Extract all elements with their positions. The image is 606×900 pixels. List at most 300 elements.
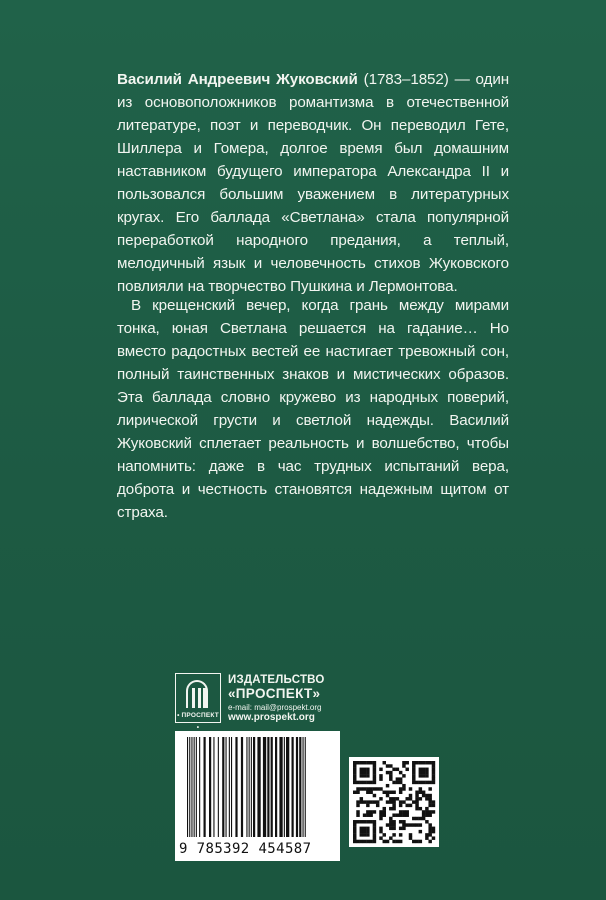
qr-cell xyxy=(425,807,428,810)
qr-cell xyxy=(389,774,392,777)
qr-cell xyxy=(386,764,389,767)
qr-cell xyxy=(386,771,389,774)
author-bio xyxy=(117,68,509,298)
qr-cell xyxy=(399,787,402,790)
barcode-bar xyxy=(263,737,266,837)
qr-finder-cell xyxy=(360,833,363,836)
qr-finder-cell xyxy=(366,830,369,833)
qr-cell xyxy=(419,840,422,843)
qr-finder-cell xyxy=(432,774,435,777)
qr-finder-cell xyxy=(422,768,425,771)
qr-finder-cell xyxy=(363,761,366,764)
qr-cell xyxy=(389,800,392,803)
qr-cell xyxy=(419,791,422,794)
qr-finder-cell xyxy=(363,830,366,833)
qr-finder-cell xyxy=(412,781,415,784)
qr-cell xyxy=(428,800,431,803)
qr-cell xyxy=(356,800,359,803)
qr-finder-cell xyxy=(360,820,363,823)
qr-finder-cell xyxy=(432,768,435,771)
qr-cell xyxy=(396,813,399,816)
qr-cell xyxy=(386,840,389,843)
barcode-bar xyxy=(235,737,237,837)
qr-finder-cell xyxy=(363,820,366,823)
qr-cell xyxy=(422,817,425,820)
qr-cell xyxy=(396,797,399,800)
qr-cell xyxy=(399,800,402,803)
qr-cell xyxy=(383,840,386,843)
qr-cell xyxy=(399,810,402,813)
qr-finder-cell xyxy=(422,761,425,764)
qr-cell xyxy=(399,781,402,784)
qr-finder-cell xyxy=(373,777,376,780)
qr-finder-cell xyxy=(363,768,366,771)
qr-cell xyxy=(386,791,389,794)
qr-cell xyxy=(373,800,376,803)
qr-finder-cell xyxy=(360,768,363,771)
qr-finder-cell xyxy=(373,836,376,839)
qr-finder-cell xyxy=(428,761,431,764)
qr-code xyxy=(349,757,439,847)
qr-finder-cell xyxy=(369,781,372,784)
qr-cell xyxy=(383,810,386,813)
qr-cell xyxy=(392,827,395,830)
qr-cell xyxy=(412,817,415,820)
qr-cell xyxy=(379,817,382,820)
qr-finder-cell xyxy=(353,823,356,826)
qr-cell xyxy=(389,817,392,820)
qr-finder-cell xyxy=(373,823,376,826)
publisher-website: www.prospekt.org xyxy=(228,712,315,723)
qr-cell xyxy=(405,823,408,826)
qr-cell xyxy=(419,823,422,826)
qr-cell xyxy=(425,810,428,813)
qr-cell xyxy=(386,784,389,787)
qr-cell xyxy=(356,787,359,790)
qr-cell xyxy=(386,794,389,797)
qr-cell xyxy=(409,804,412,807)
qr-finder-cell xyxy=(366,833,369,836)
qr-cell xyxy=(399,777,402,780)
qr-finder-cell xyxy=(412,774,415,777)
qr-cell xyxy=(379,810,382,813)
qr-cell xyxy=(422,791,425,794)
qr-finder-cell xyxy=(353,820,356,823)
qr-finder-cell xyxy=(356,820,359,823)
qr-cell xyxy=(369,800,372,803)
publisher-logo-caption: • ПРОСПЕКТ • xyxy=(177,712,219,731)
barcode-bar xyxy=(222,737,224,837)
qr-finder-cell xyxy=(373,764,376,767)
qr-finder-cell xyxy=(432,761,435,764)
barcode-bar xyxy=(249,737,250,837)
qr-cell xyxy=(432,810,435,813)
qr-cell xyxy=(379,774,382,777)
qr-finder-cell xyxy=(369,761,372,764)
qr-cell xyxy=(399,771,402,774)
qr-cell xyxy=(373,787,376,790)
qr-cell xyxy=(428,794,431,797)
qr-finder-cell xyxy=(419,771,422,774)
qr-finder-cell xyxy=(360,840,363,843)
barcode-bar xyxy=(218,737,219,837)
qr-finder-cell xyxy=(353,827,356,830)
qr-cell xyxy=(409,797,412,800)
qr-cell xyxy=(428,810,431,813)
qr-finder-cell xyxy=(353,840,356,843)
qr-cell xyxy=(419,807,422,810)
barcode-bar xyxy=(275,737,277,837)
qr-finder-cell xyxy=(373,761,376,764)
barcode-bar xyxy=(199,737,200,837)
qr-cell xyxy=(405,768,408,771)
qr-finder-cell xyxy=(366,840,369,843)
qr-finder-cell xyxy=(425,781,428,784)
qr-cell xyxy=(415,840,418,843)
qr-cell xyxy=(386,800,389,803)
qr-cell xyxy=(369,813,372,816)
qr-cell xyxy=(432,827,435,830)
qr-cell xyxy=(428,804,431,807)
qr-finder-cell xyxy=(360,774,363,777)
qr-cell xyxy=(402,823,405,826)
qr-finder-cell xyxy=(432,777,435,780)
qr-cell xyxy=(392,807,395,810)
qr-finder-cell xyxy=(363,827,366,830)
barcode-bar xyxy=(196,737,197,837)
qr-cell xyxy=(366,804,369,807)
barcode-bar xyxy=(284,737,285,837)
qr-finder-cell xyxy=(353,768,356,771)
barcode-bar xyxy=(204,737,206,837)
qr-cell xyxy=(379,813,382,816)
qr-cell xyxy=(396,781,399,784)
qr-finder-cell xyxy=(425,761,428,764)
qr-finder-cell xyxy=(356,840,359,843)
qr-cell xyxy=(432,836,435,839)
qr-cell xyxy=(379,827,382,830)
barcode-bar xyxy=(246,737,247,837)
qr-cell xyxy=(419,787,422,790)
qr-cell xyxy=(409,836,412,839)
qr-finder-cell xyxy=(412,764,415,767)
qr-finder-cell xyxy=(425,771,428,774)
qr-cell xyxy=(425,797,428,800)
qr-cell xyxy=(432,830,435,833)
barcode-bar xyxy=(305,737,306,837)
qr-finder-cell xyxy=(432,781,435,784)
qr-finder-cell xyxy=(422,774,425,777)
qr-cell xyxy=(415,807,418,810)
barcode-bar xyxy=(257,737,260,837)
qr-cell xyxy=(392,781,395,784)
qr-finder-cell xyxy=(422,771,425,774)
qr-cell xyxy=(356,804,359,807)
qr-finder-cell xyxy=(366,761,369,764)
qr-cell xyxy=(366,791,369,794)
qr-cell xyxy=(422,813,425,816)
qr-finder-cell xyxy=(353,764,356,767)
qr-cell xyxy=(409,823,412,826)
isbn-digits: 9 785392 454587 xyxy=(179,841,312,857)
qr-cell xyxy=(428,840,431,843)
qr-cell xyxy=(379,787,382,790)
qr-cell xyxy=(409,794,412,797)
qr-cell xyxy=(396,777,399,780)
qr-finder-cell xyxy=(360,771,363,774)
qr-cell xyxy=(428,833,431,836)
qr-cell xyxy=(366,810,369,813)
qr-cell xyxy=(379,777,382,780)
qr-cell xyxy=(428,787,431,790)
qr-finder-cell xyxy=(419,774,422,777)
qr-cell xyxy=(376,804,379,807)
qr-cell xyxy=(402,774,405,777)
qr-cell xyxy=(402,810,405,813)
qr-cell xyxy=(392,797,395,800)
qr-finder-cell xyxy=(366,781,369,784)
publisher-name: «ПРОСПЕКТ» xyxy=(228,686,321,701)
barcode-bar xyxy=(286,737,289,837)
qr-finder-cell xyxy=(373,833,376,836)
barcode-bar xyxy=(251,737,252,837)
qr-cell xyxy=(389,771,392,774)
barcode-bar xyxy=(279,737,282,837)
qr-cell xyxy=(356,810,359,813)
qr-cell xyxy=(373,794,376,797)
barcode-bar xyxy=(209,737,211,837)
publisher-label: ИЗДАТЕЛЬСТВО xyxy=(228,674,325,686)
qr-cell xyxy=(428,797,431,800)
qr-finder-cell xyxy=(412,768,415,771)
qr-cell xyxy=(396,840,399,843)
qr-cell xyxy=(389,827,392,830)
qr-cell xyxy=(419,817,422,820)
qr-cell xyxy=(415,804,418,807)
qr-finder-cell xyxy=(373,771,376,774)
qr-finder-cell xyxy=(373,820,376,823)
qr-cell xyxy=(415,794,418,797)
qr-finder-cell xyxy=(363,781,366,784)
qr-finder-cell xyxy=(353,771,356,774)
qr-cell xyxy=(389,777,392,780)
qr-finder-cell xyxy=(366,774,369,777)
qr-cell xyxy=(389,791,392,794)
qr-cell xyxy=(432,804,435,807)
qr-finder-cell xyxy=(419,768,422,771)
qr-cell xyxy=(383,833,386,836)
qr-cell xyxy=(383,761,386,764)
barcode-bar xyxy=(303,737,304,837)
qr-finder-cell xyxy=(412,771,415,774)
qr-cell xyxy=(422,794,425,797)
qr-cell xyxy=(383,807,386,810)
qr-cell xyxy=(399,820,402,823)
qr-finder-cell xyxy=(360,781,363,784)
qr-finder-cell xyxy=(363,840,366,843)
qr-cell xyxy=(405,813,408,816)
qr-finder-cell xyxy=(356,761,359,764)
qr-finder-cell xyxy=(373,781,376,784)
qr-cell xyxy=(389,820,392,823)
qr-finder-cell xyxy=(353,781,356,784)
qr-cell xyxy=(389,807,392,810)
qr-cell xyxy=(389,823,392,826)
publisher-email: e-mail: mail@prospekt.org xyxy=(228,703,322,712)
qr-cell xyxy=(428,830,431,833)
qr-cell xyxy=(419,830,422,833)
qr-cell xyxy=(412,840,415,843)
qr-cell xyxy=(402,813,405,816)
qr-finder-cell xyxy=(432,764,435,767)
barcode-bar xyxy=(194,737,195,837)
qr-cell xyxy=(392,791,395,794)
author-bio-text: (1783–1852) — один из основоположников романтизма в отечественной литературе, поэт и переводчик. Он переводил Гете, Шиллера и Гомера, долгое время был домашним наставником будущего императора Александра II и пользовался большим уважением в литературных кругах. Его баллада «Светлана» стала популярной переработкой народного предания, а теплый, мелодичный язык и человечность стихов Жуковского повлияли на творчество Пушкина и Лермонтова. xyxy=(117,71,509,295)
qr-cell xyxy=(396,768,399,771)
qr-finder-cell xyxy=(353,830,356,833)
qr-code-pattern xyxy=(349,757,439,847)
qr-finder-cell xyxy=(415,781,418,784)
qr-cell xyxy=(392,823,395,826)
qr-cell xyxy=(366,800,369,803)
qr-finder-cell xyxy=(373,827,376,830)
qr-cell xyxy=(405,804,408,807)
barcode-bar xyxy=(191,737,192,837)
qr-cell xyxy=(379,830,382,833)
qr-cell xyxy=(392,768,395,771)
barcode-bars xyxy=(175,731,340,843)
qr-cell xyxy=(376,800,379,803)
qr-cell xyxy=(392,820,395,823)
qr-cell xyxy=(353,791,356,794)
qr-cell xyxy=(419,797,422,800)
qr-cell xyxy=(383,813,386,816)
qr-finder-cell xyxy=(356,781,359,784)
qr-cell xyxy=(389,836,392,839)
qr-cell xyxy=(402,764,405,767)
qr-cell xyxy=(379,836,382,839)
qr-cell xyxy=(402,827,405,830)
qr-cell xyxy=(360,800,363,803)
barcode-bar xyxy=(241,737,243,837)
qr-cell xyxy=(415,791,418,794)
qr-cell xyxy=(415,800,418,803)
qr-cell xyxy=(392,813,395,816)
qr-cell xyxy=(369,791,372,794)
qr-cell xyxy=(399,827,402,830)
barcode-bar xyxy=(213,737,214,837)
qr-cell xyxy=(389,764,392,767)
qr-cell xyxy=(392,840,395,843)
qr-cell xyxy=(383,791,386,794)
book-blurb: В крещенский вечер, когда грань между мирами тонка, юная Светлана решается на гадание… Но вместо радостных вестей ее настигает тревожный сон, полный таинственных знаков и мистических образов. Эта баллада словно кружево из народных поверий, лирической грусти и светлой надежды. Василий Жуковский сплетает реальность и волшебство, чтобы напомнить: даже в час трудных испытаний вера, доброта и честность становятся надежным щитом от страха. xyxy=(117,297,509,521)
qr-finder-cell xyxy=(360,761,363,764)
qr-cell xyxy=(409,787,412,790)
qr-cell xyxy=(412,823,415,826)
qr-cell xyxy=(422,810,425,813)
qr-cell xyxy=(356,813,359,816)
qr-finder-cell xyxy=(360,827,363,830)
barcode-bar xyxy=(271,737,273,837)
qr-cell xyxy=(356,791,359,794)
qr-cell xyxy=(428,823,431,826)
qr-finder-cell xyxy=(366,820,369,823)
qr-cell xyxy=(402,784,405,787)
qr-cell xyxy=(392,804,395,807)
qr-finder-cell xyxy=(369,820,372,823)
isbn-barcode xyxy=(175,731,340,861)
qr-cell xyxy=(405,810,408,813)
barcode-bar xyxy=(189,737,190,837)
qr-cell xyxy=(386,823,389,826)
qr-cell xyxy=(366,813,369,816)
publisher-logo xyxy=(175,673,221,731)
qr-finder-cell xyxy=(353,761,356,764)
qr-cell xyxy=(363,800,366,803)
qr-finder-cell xyxy=(419,781,422,784)
barcode-bar xyxy=(292,737,294,837)
qr-cell xyxy=(402,820,405,823)
qr-finder-cell xyxy=(422,781,425,784)
publisher-block xyxy=(175,673,345,731)
qr-finder-cell xyxy=(373,840,376,843)
qr-cell xyxy=(360,797,363,800)
qr-finder-cell xyxy=(366,768,369,771)
qr-cell xyxy=(389,797,392,800)
qr-cell xyxy=(415,823,418,826)
qr-cell xyxy=(399,840,402,843)
barcode-bar xyxy=(187,737,188,837)
barcode-bar xyxy=(226,737,227,837)
qr-cell xyxy=(369,787,372,790)
qr-finder-cell xyxy=(353,833,356,836)
qr-cell xyxy=(363,813,366,816)
qr-finder-cell xyxy=(412,777,415,780)
qr-cell xyxy=(399,813,402,816)
qr-finder-cell xyxy=(412,761,415,764)
qr-cell xyxy=(415,817,418,820)
qr-finder-cell xyxy=(428,781,431,784)
qr-cell xyxy=(399,791,402,794)
qr-cell xyxy=(376,787,379,790)
qr-cell xyxy=(425,836,428,839)
qr-finder-cell xyxy=(363,771,366,774)
qr-cell xyxy=(425,833,428,836)
qr-finder-cell xyxy=(360,830,363,833)
qr-finder-cell xyxy=(415,761,418,764)
qr-cell xyxy=(373,810,376,813)
qr-finder-cell xyxy=(369,840,372,843)
qr-finder-cell xyxy=(353,774,356,777)
qr-cell xyxy=(379,797,382,800)
qr-cell xyxy=(392,833,395,836)
qr-cell xyxy=(402,787,405,790)
qr-finder-cell xyxy=(373,830,376,833)
qr-finder-cell xyxy=(419,761,422,764)
qr-finder-cell xyxy=(373,774,376,777)
qr-cell xyxy=(363,787,366,790)
qr-cell xyxy=(428,827,431,830)
qr-finder-cell xyxy=(353,777,356,780)
barcode-bar xyxy=(267,737,269,837)
qr-finder-cell xyxy=(425,768,428,771)
qr-finder-cell xyxy=(373,768,376,771)
qr-cell xyxy=(415,797,418,800)
qr-cell xyxy=(425,820,428,823)
qr-finder-cell xyxy=(363,833,366,836)
barcode-bar xyxy=(296,737,298,837)
qr-cell xyxy=(399,804,402,807)
